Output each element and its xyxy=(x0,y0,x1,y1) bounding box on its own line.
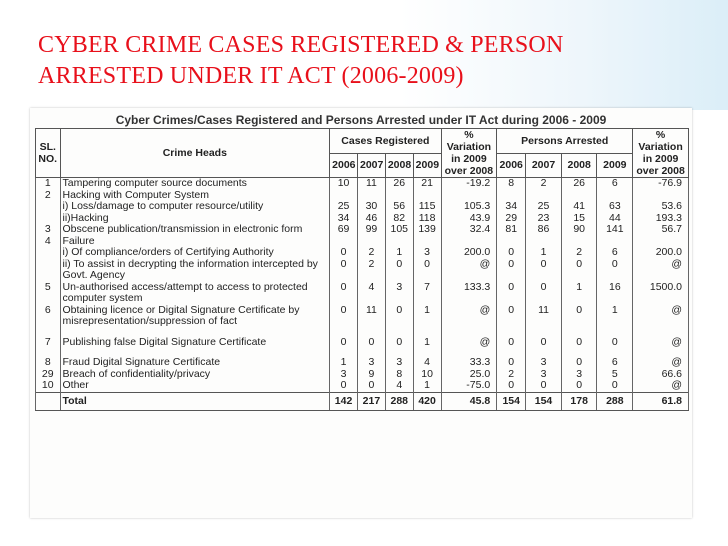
cases-cell: 3 xyxy=(330,369,358,381)
sl-no-cell: 2 xyxy=(36,190,61,202)
table-body xyxy=(36,178,689,411)
cases-variation-cell: @ xyxy=(441,259,497,282)
total-cases-cell: 217 xyxy=(357,392,385,411)
crime-head-cell: Obscene publication/transmission in electronic form xyxy=(60,224,330,236)
sl-no-cell: 6 xyxy=(36,305,61,328)
header-sl-no: SL. NO. xyxy=(36,129,61,178)
persons-cell: 1 xyxy=(597,305,633,328)
persons-cell: 2 xyxy=(561,247,597,259)
sl-no-cell: 8 xyxy=(36,357,61,369)
persons-cell: 8 xyxy=(497,178,526,190)
cases-cell: 10 xyxy=(413,369,441,381)
table-title: Cyber Crimes/Cases Registered and Persons Arrested under IT Act during 2006 - 2009 xyxy=(115,113,607,127)
slide-title-line-2: ARRESTED UNDER IT ACT (2006-2009) xyxy=(38,63,464,89)
crime-head-cell: Failure xyxy=(60,236,330,248)
persons-cell: 0 xyxy=(597,337,633,349)
total-persons-cell: 154 xyxy=(526,392,562,411)
persons-cell: 3 xyxy=(526,369,562,381)
table-row xyxy=(36,247,689,259)
header-year: 2008 xyxy=(385,153,413,178)
cases-variation-cell: -19.2 xyxy=(441,178,497,190)
persons-cell: 1 xyxy=(526,247,562,259)
header-year: 2009 xyxy=(413,153,441,178)
persons-cell: 0 xyxy=(526,380,562,392)
cases-cell: 0 xyxy=(330,337,358,349)
persons-cell: 29 xyxy=(497,213,526,225)
crime-head-cell: Obtaining licence or Digital Signature Certificate by misrepresentation/suppression of fact xyxy=(60,305,330,328)
cases-cell: 11 xyxy=(357,178,385,190)
crime-head-cell: Fraud Digital Signature Certificate xyxy=(60,357,330,369)
persons-cell: 44 xyxy=(597,213,633,225)
crime-head-cell: Breach of confidentiality/privacy xyxy=(60,369,330,381)
cases-cell: 34 xyxy=(330,213,358,225)
cases-cell: 0 xyxy=(357,337,385,349)
cases-cell: 0 xyxy=(330,259,358,282)
crime-head-cell: Tampering computer source documents xyxy=(60,178,330,190)
sl-no-cell xyxy=(36,201,61,213)
cases-cell: 3 xyxy=(413,247,441,259)
persons-cell: 0 xyxy=(597,380,633,392)
cases-cell: 69 xyxy=(330,224,358,236)
total-persons-variation-cell: 61.8 xyxy=(633,392,689,411)
persons-cell: 0 xyxy=(597,259,633,282)
header-year: 2006 xyxy=(330,153,358,178)
persons-cell: 86 xyxy=(526,224,562,236)
persons-cell: 3 xyxy=(561,369,597,381)
cases-cell: 9 xyxy=(357,369,385,381)
header-year: 2007 xyxy=(357,153,385,178)
cases-cell: 115 xyxy=(413,201,441,213)
total-persons-cell: 178 xyxy=(561,392,597,411)
cases-cell: 0 xyxy=(385,305,413,328)
crime-statistics-table xyxy=(35,128,689,411)
persons-cell: 0 xyxy=(561,380,597,392)
cases-variation-cell: 133.3 xyxy=(441,282,497,305)
table-row xyxy=(36,259,689,282)
persons-variation-cell: -76.9 xyxy=(633,178,689,190)
cases-cell: 4 xyxy=(385,380,413,392)
persons-cell: 0 xyxy=(497,305,526,328)
persons-cell: 2 xyxy=(526,178,562,190)
table-row xyxy=(36,337,689,349)
persons-cell: 3 xyxy=(526,357,562,369)
persons-cell: 5 xyxy=(597,369,633,381)
persons-variation-cell: @ xyxy=(633,259,689,282)
cases-cell: 118 xyxy=(413,213,441,225)
header-year: 2008 xyxy=(561,153,597,178)
slide-title-line-1: CYBER CRIME CASES REGISTERED & PERSON xyxy=(38,32,564,58)
cases-cell: 2 xyxy=(357,247,385,259)
persons-variation-cell: @ xyxy=(633,337,689,349)
slide-title xyxy=(38,30,698,92)
table-row xyxy=(36,369,689,381)
cases-cell: 0 xyxy=(330,247,358,259)
cases-cell: 1 xyxy=(385,247,413,259)
cases-cell: 0 xyxy=(330,380,358,392)
persons-cell: 41 xyxy=(561,201,597,213)
persons-cell: 6 xyxy=(597,247,633,259)
persons-variation-cell: @ xyxy=(633,357,689,369)
cases-cell: 0 xyxy=(385,259,413,282)
total-persons-cell: 154 xyxy=(497,392,526,411)
persons-cell: 26 xyxy=(561,178,597,190)
persons-cell: 0 xyxy=(561,357,597,369)
persons-cell: 0 xyxy=(526,337,562,349)
persons-variation-cell: 53.6 xyxy=(633,201,689,213)
cases-cell: 0 xyxy=(413,259,441,282)
persons-cell: 23 xyxy=(526,213,562,225)
cases-variation-cell: 32.4 xyxy=(441,224,497,236)
persons-cell: 90 xyxy=(561,224,597,236)
persons-cell: 0 xyxy=(561,337,597,349)
cases-cell: 0 xyxy=(385,337,413,349)
persons-cell: 141 xyxy=(597,224,633,236)
table-row xyxy=(36,282,689,305)
cases-cell: 1 xyxy=(413,380,441,392)
sl-no-cell: 7 xyxy=(36,337,61,349)
cases-cell: 1 xyxy=(413,337,441,349)
cases-cell: 11 xyxy=(357,305,385,328)
persons-cell: 0 xyxy=(497,337,526,349)
cases-cell: 56 xyxy=(385,201,413,213)
persons-variation-cell: @ xyxy=(633,380,689,392)
table-row xyxy=(36,357,689,369)
cases-variation-cell: -75.0 xyxy=(441,380,497,392)
crime-head-cell: Publishing false Digital Signature Certificate xyxy=(60,337,330,349)
cases-cell: 4 xyxy=(413,357,441,369)
header-crime-heads: Crime Heads xyxy=(60,129,330,178)
cases-variation-cell: @ xyxy=(441,337,497,349)
total-persons-cell: 288 xyxy=(597,392,633,411)
cases-cell: 3 xyxy=(385,282,413,305)
table-header xyxy=(36,129,689,178)
persons-variation-cell: @ xyxy=(633,305,689,328)
crime-head-cell: Other xyxy=(60,380,330,392)
persons-cell: 0 xyxy=(497,380,526,392)
cases-cell: 1 xyxy=(413,305,441,328)
sl-no-cell xyxy=(36,259,61,282)
table-row xyxy=(36,224,689,236)
cases-cell: 7 xyxy=(413,282,441,305)
table-row xyxy=(36,178,689,190)
sl-no-cell xyxy=(36,247,61,259)
total-cases-cell: 288 xyxy=(385,392,413,411)
cases-cell: 26 xyxy=(385,178,413,190)
cases-cell: 8 xyxy=(385,369,413,381)
cases-cell: 99 xyxy=(357,224,385,236)
crime-head-cell: Hacking with Computer System xyxy=(60,190,330,202)
persons-cell: 1 xyxy=(561,282,597,305)
total-cases-cell: 142 xyxy=(330,392,358,411)
persons-cell: 0 xyxy=(526,259,562,282)
header-year: 2006 xyxy=(497,153,526,178)
persons-cell: 0 xyxy=(561,305,597,328)
persons-cell: 0 xyxy=(497,357,526,369)
persons-cell: 34 xyxy=(497,201,526,213)
cases-cell: 21 xyxy=(413,178,441,190)
sl-no-cell: 3 xyxy=(36,224,61,236)
persons-cell: 6 xyxy=(597,178,633,190)
persons-cell: 81 xyxy=(497,224,526,236)
table-row xyxy=(36,305,689,328)
crime-head-cell: i) Loss/damage to computer resource/utility xyxy=(60,201,330,213)
table-row xyxy=(36,380,689,392)
cases-variation-cell: 200.0 xyxy=(441,247,497,259)
sl-no-cell: 1 xyxy=(36,178,61,190)
cases-cell: 1 xyxy=(330,357,358,369)
cases-cell: 4 xyxy=(357,282,385,305)
persons-cell: 0 xyxy=(561,259,597,282)
cases-variation-cell: 43.9 xyxy=(441,213,497,225)
header-persons-variation: % Variation in 2009 over 2008 xyxy=(633,129,689,178)
persons-variation-cell: 1500.0 xyxy=(633,282,689,305)
crime-head-cell: ii) To assist in decrypting the information intercepted by Govt. Agency xyxy=(60,259,330,282)
persons-variation-cell: 193.3 xyxy=(633,213,689,225)
crime-head-cell: ii)Hacking xyxy=(60,213,330,225)
crime-head-cell: i) Of compliance/orders of Certifying Authority xyxy=(60,247,330,259)
cases-variation-cell: @ xyxy=(441,305,497,328)
total-cases-variation-cell: 45.8 xyxy=(441,392,497,411)
cases-cell: 30 xyxy=(357,201,385,213)
header-cases-variation: % Variation in 2009 over 2008 xyxy=(441,129,497,178)
sl-no-cell: 5 xyxy=(36,282,61,305)
persons-cell: 11 xyxy=(526,305,562,328)
cases-variation-cell: 105.3 xyxy=(441,201,497,213)
persons-cell: 25 xyxy=(526,201,562,213)
cases-cell: 46 xyxy=(357,213,385,225)
persons-cell: 2 xyxy=(497,369,526,381)
cases-cell: 3 xyxy=(385,357,413,369)
persons-cell: 63 xyxy=(597,201,633,213)
persons-cell: 16 xyxy=(597,282,633,305)
header-year: 2007 xyxy=(526,153,562,178)
crime-head-cell: Un-authorised access/attempt to access to protected computer system xyxy=(60,282,330,305)
persons-cell: 6 xyxy=(597,357,633,369)
sl-no-cell: 10 xyxy=(36,380,61,392)
cases-cell: 25 xyxy=(330,201,358,213)
persons-cell: 0 xyxy=(497,282,526,305)
cases-cell: 139 xyxy=(413,224,441,236)
total-cases-cell: 420 xyxy=(413,392,441,411)
sl-no-cell: 29 xyxy=(36,369,61,381)
cases-cell: 105 xyxy=(385,224,413,236)
total-row xyxy=(36,392,689,411)
total-sl-cell xyxy=(36,392,61,411)
header-year: 2009 xyxy=(597,153,633,178)
persons-cell: 0 xyxy=(497,259,526,282)
persons-variation-cell: 56.7 xyxy=(633,224,689,236)
header-persons-arrested: Persons Arrested xyxy=(497,129,633,154)
persons-variation-cell: 200.0 xyxy=(633,247,689,259)
cases-cell: 0 xyxy=(357,380,385,392)
cases-cell: 3 xyxy=(357,357,385,369)
cases-variation-cell: 33.3 xyxy=(441,357,497,369)
total-label-cell: Total xyxy=(60,392,330,411)
cases-cell: 2 xyxy=(357,259,385,282)
cases-cell: 0 xyxy=(330,305,358,328)
table-row xyxy=(36,201,689,213)
sl-no-cell: 4 xyxy=(36,236,61,248)
crime-table-image xyxy=(30,108,692,518)
persons-cell: 15 xyxy=(561,213,597,225)
persons-cell: 0 xyxy=(526,282,562,305)
cases-cell: 0 xyxy=(330,282,358,305)
header-cases-registered: Cases Registered xyxy=(330,129,441,154)
cases-cell: 82 xyxy=(385,213,413,225)
cases-variation-cell: 25.0 xyxy=(441,369,497,381)
persons-cell: 0 xyxy=(497,247,526,259)
cases-cell: 10 xyxy=(330,178,358,190)
persons-variation-cell: 66.6 xyxy=(633,369,689,381)
